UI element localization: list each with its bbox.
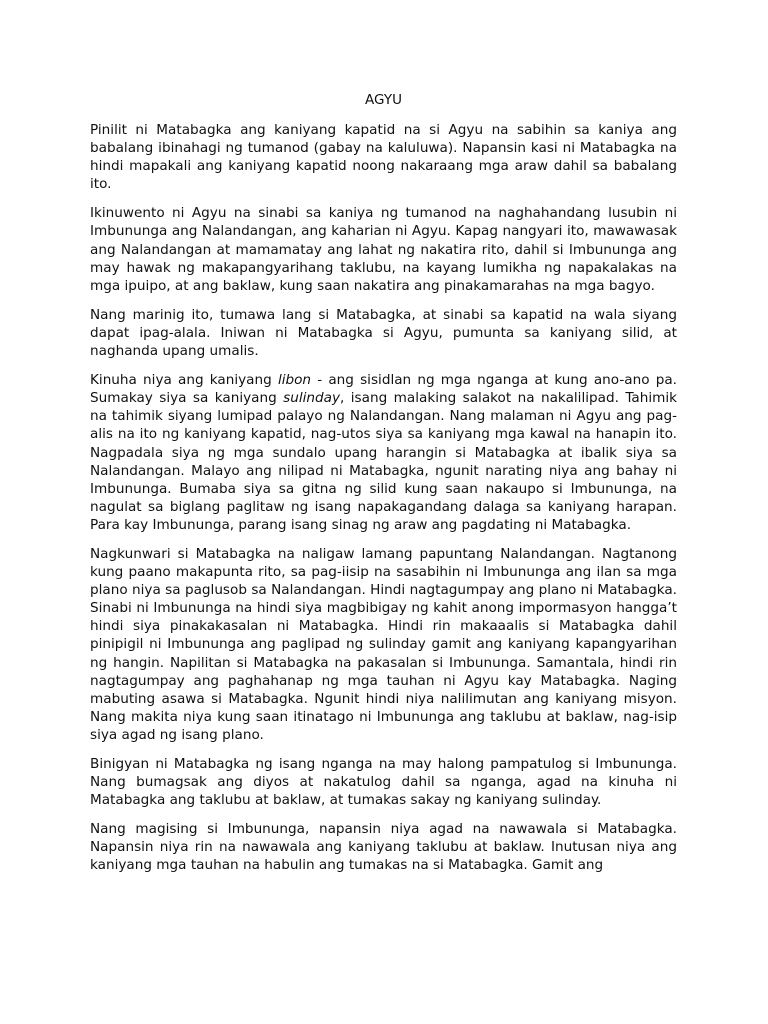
paragraph-2: Ikinuwento ni Agyu na sinabi sa kaniya ng tumanod na naghahandang lusubin ni Imbununga ang Nalandangan, ang kaharian ni Agyu. Kapag nangyari ito, mawawasak ang Nalandangan at mamamatay ang lahat ng nakatira rito, dahil si Imbununga ang may hawak ng makapangyarihang taklubu, na kayang lumikha ng napakalakas na mga ipuipo, at ang baklaw, kung saan nakatira ang pinakamarahas na mga bagyo.	[90, 205, 677, 294]
paragraph-4-text-c: , isang malaking salakot na nakalilipad. Tahimik na tahimik siyang lumipad palayo ng Nalandangan. Nang malaman ni Agyu ang pag-alis na ito ng kaniyang kapatid, nag-utos siya sa kaniyang mga kawal na hanapin ito. Nagpadala siya ng mga sundalo upang harangin si Matabagka at ibalik siya sa Nalandangan. Malayo ang nilipad ni Matabagka, ngunit narating niya ang bahay ni Imbununga. Bumaba siya sa gitna ng silid kung saan nakaupo si Imbununga, na nagulat sa biglang paglitaw ng isang napakagandang dalaga sa kaniyang harapan. Para kay Imbununga, parang isang sinag ng araw ang pagdating ni Matabagka.	[90, 390, 678, 533]
paragraph-1: Pinilit ni Matabagka ang kaniyang kapatid na si Agyu na sabihin sa kaniya ang babalang ibinahagi ng tumanod (gabay na kaluluwa). Napansin kasi ni Matabagka na hindi mapakali ang kaniyang kapatid noong nakaraang mga araw dahil sa babalang ito.	[90, 122, 677, 193]
paragraph-3: Nang marinig ito, tumawa lang si Matabagka, at sinabi sa kapatid na wala siyang dapat ipag-alala. Iniwan ni Matabagka si Agyu, pumunta sa kaniyang silid, at naghanda upang umalis.	[90, 306, 677, 360]
term-sulinday: sulinday	[283, 390, 341, 407]
term-libon: libon	[277, 372, 312, 389]
paragraph-7: Nang magising si Imbununga, napansin niya agad na nawawala si Matabagka. Napansin niya rin na nawawala ang kaniyang taklubu at baklaw. Inutusan niya ang kaniyang mga tauhan na habulin ang tumakas na si Matabagka. Gamit ang	[90, 821, 677, 874]
document-title: AGYU	[365, 92, 402, 108]
paragraph-4-text-a: Kinuha niya ang kaniyang	[90, 372, 278, 389]
paragraph-4-text-b: - ang sisidlan ng mga nganga at kung ano-ano pa. Sumakay siya sa kaniyang	[90, 372, 677, 407]
paragraph-5: Nagkunwari si Matabagka na naligaw lamang papuntang Nalandangan. Nagtanong kung paano makapunta rito, sa pag-iisip na sasabihin ni Imbununga ang ilan sa mga plano niya sa paglusob sa Nalandangan. Hindi nagtagumpay ang plano ni Matabagka. Sinabi ni Imbununga na hindi siya magbibigay ng kahit anong impormasyon hangga’t hindi siya pinakakasalan ni Matabagka. Hindi rin makaaalis si Matabagka dahil pinipigil ni Imbununga ang paglipad ng sulinday gamit ang kaniyang kapangyarihan ng hangin. Napilitan si Matabagka na pakasalan si Imbununga. Samantala, hindi rin nagtagumpay ang paghahanap ng mga tauhan ni Agyu kay Matabagka. Naging mabuting asawa si Matabagka. Ngunit hindi niya nalilimutan ang kaniyang misyon. Nang makita niya kung saan itinatago ni Imbununga ang taklubu at baklaw, nag-isip siya agad ng isang plano.	[90, 545, 677, 743]
paragraph-4	[90, 371, 677, 534]
paragraph-6: Binigyan ni Matabagka ng isang nganga na may halong pampatulog si Imbununga. Nang bumagsak ang diyos at nakatulog dahil sa nganga, agad na kinuha ni Matabagka ang taklubu at baklaw, at tumakas sakay ng kaniyang sulinday.	[90, 756, 677, 809]
document-page	[90, 90, 677, 886]
